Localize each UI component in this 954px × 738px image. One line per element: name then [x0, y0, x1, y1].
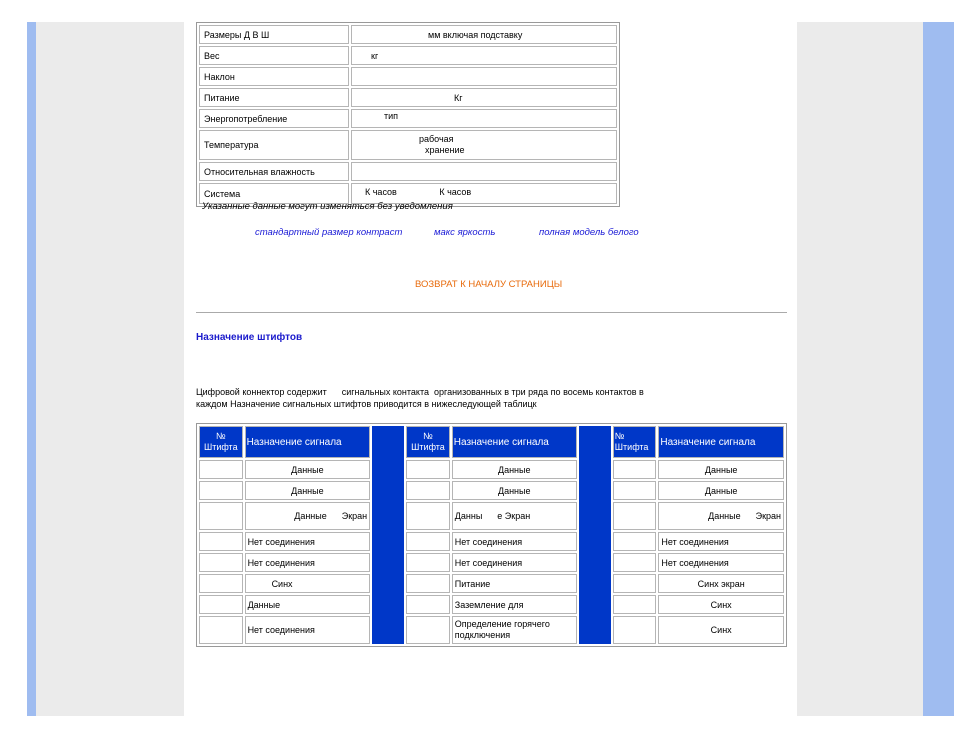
right-gray-margin [797, 22, 923, 716]
pin-number-cell [199, 595, 243, 614]
spec-label: Относительная влажность [199, 162, 349, 181]
table-row [199, 595, 784, 614]
signal-cell: Нет соединения [245, 532, 371, 551]
spec-label: Вес [199, 46, 349, 65]
signal-cell: Нет соединения [245, 616, 371, 644]
spec-label: Температура [199, 130, 349, 160]
spec-row-consumption [199, 109, 617, 128]
left-gray-margin [36, 22, 184, 716]
paragraph-line: каждом Назначение сигнальных штифтов приводится в нижеследующей таблицк [196, 399, 537, 409]
link-max-brightness[interactable]: макс яркость [434, 227, 496, 238]
pin-number-cell [613, 595, 657, 614]
spec-label: Система [199, 183, 349, 204]
pin-number-header: № Штифта [406, 426, 450, 458]
table-row [199, 460, 784, 479]
pin-number-cell [406, 595, 450, 614]
back-to-top-link[interactable]: ВОЗВРАТ К НАЧАЛУ СТРАНИЦЫ [415, 279, 563, 290]
pin-number-cell [199, 481, 243, 500]
spec-label: Энергопотребление [199, 109, 349, 128]
link-white-model[interactable]: полная модель белого [539, 227, 639, 238]
column-separator [372, 426, 404, 644]
signal-cell: Данные [245, 481, 371, 500]
pin-number-cell [199, 460, 243, 479]
table-row [199, 574, 784, 593]
pin-number-cell [406, 574, 450, 593]
pin-assignment-table [196, 423, 787, 647]
pin-number-cell [613, 532, 657, 551]
spec-label: Наклон [199, 67, 349, 86]
pin-number-cell [199, 502, 243, 530]
signal-cell: Данные [452, 481, 577, 500]
signal-cell: Нет соединения [452, 553, 577, 572]
spec-value: мм включая подставку [351, 25, 617, 44]
spec-row-dimensions [199, 25, 617, 44]
spec-row-temperature [199, 130, 617, 160]
pin-number-cell [406, 481, 450, 500]
signal-header: Назначение сигнала [245, 426, 371, 458]
pin-number-cell [613, 481, 657, 500]
signal-cell: Определение горячего подключения [452, 616, 577, 644]
pin-number-cell [199, 574, 243, 593]
spec-label: Размеры Д В Ш [199, 25, 349, 44]
spec-value: рабочая хранение [351, 130, 617, 160]
spec-row-power [199, 88, 617, 107]
signal-cell: Синх [658, 595, 784, 614]
spec-row-humidity [199, 162, 617, 181]
signal-cell: Синх [245, 574, 371, 593]
signal-cell: Синх [658, 616, 784, 644]
signal-cell: Данные Экран [658, 502, 784, 530]
signal-header: Назначение сигнала [658, 426, 784, 458]
signal-cell: Нет соединения [452, 532, 577, 551]
pin-number-header: № Штифта [199, 426, 243, 458]
table-row [199, 481, 784, 500]
spec-value [351, 67, 617, 86]
pin-number-cell [406, 460, 450, 479]
pin-number-cell [199, 553, 243, 572]
spec-row-tilt [199, 67, 617, 86]
link-standard-contrast[interactable]: стандартный размер контраст [255, 227, 403, 238]
signal-cell: Данные Экран [245, 502, 371, 530]
pin-number-cell [406, 616, 450, 644]
pin-number-header: № Штифта [613, 426, 657, 458]
table-row [199, 532, 784, 551]
divider [196, 312, 787, 313]
table-row [199, 616, 784, 644]
specifications-table [196, 22, 620, 207]
pin-number-cell [406, 532, 450, 551]
table-row [199, 502, 784, 530]
pin-number-cell [406, 502, 450, 530]
signal-cell: Нет соединения [658, 532, 784, 551]
signal-cell: Нет соединения [658, 553, 784, 572]
signal-cell: Данны е Экран [452, 502, 577, 530]
table-row [199, 553, 784, 572]
pin-number-cell [199, 532, 243, 551]
paragraph-line: Цифровой коннектор содержит сигнальных контакта организованных в три ряда по восемь контактов в [196, 387, 644, 397]
signal-cell: Синх экран [658, 574, 784, 593]
pin-number-cell [613, 460, 657, 479]
signal-cell: Данные [658, 481, 784, 500]
pin-number-cell [406, 553, 450, 572]
signal-cell: Питание [452, 574, 577, 593]
spec-label: Питание [199, 88, 349, 107]
signal-cell: Данные [452, 460, 577, 479]
pin-header-row [199, 426, 784, 458]
signal-cell: Данные [658, 460, 784, 479]
signal-header: Назначение сигнала [452, 426, 577, 458]
spec-value: кг [351, 46, 617, 65]
disclaimer-note: Указанные данные могут изменяться без уведомления [202, 201, 453, 212]
pin-number-cell [613, 502, 657, 530]
pin-number-cell [613, 574, 657, 593]
signal-cell: Заземление для [452, 595, 577, 614]
signal-cell: Нет соединения [245, 553, 371, 572]
signal-cell: Данные [245, 460, 371, 479]
description-paragraph [196, 386, 716, 410]
spec-value: тип [351, 109, 617, 128]
column-separator [579, 426, 611, 644]
spec-row-weight [199, 46, 617, 65]
left-blue-band [27, 22, 36, 716]
pin-number-cell [613, 553, 657, 572]
signal-cell: Данные [245, 595, 371, 614]
spec-value: Кг [351, 88, 617, 107]
section-title: Назначение штифтов [196, 332, 303, 343]
spec-value [351, 162, 617, 181]
spec-value: К часов К часов [351, 183, 617, 204]
right-blue-band [923, 22, 954, 716]
pin-number-cell [199, 616, 243, 644]
pin-number-cell [613, 616, 657, 644]
